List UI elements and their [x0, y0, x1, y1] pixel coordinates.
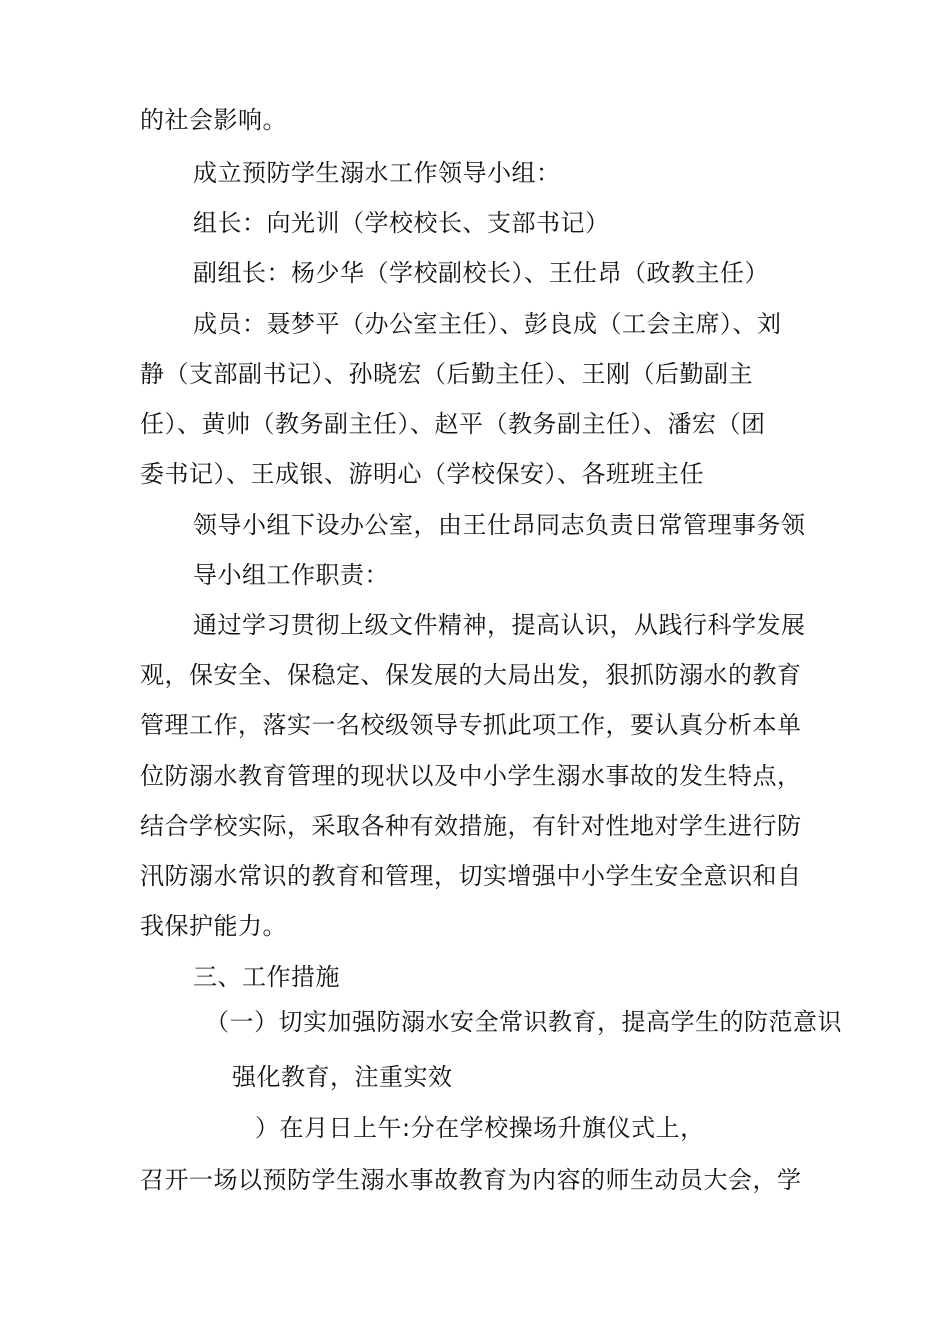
- text-line: 委书记）、王成银、游明心（学校保安）、各班班主任: [140, 460, 704, 488]
- text-line: 领导小组下设办公室，由王仕昂同志负责日常管理事务领: [193, 511, 806, 539]
- text-line: 静（支部副书记）、孙晓宏（后勤主任）、王刚（后勤副主: [140, 360, 753, 388]
- text-line: 的社会影响。: [140, 106, 287, 134]
- text-line: 强化教育，注重实效: [232, 1063, 453, 1091]
- text-line: 导小组工作职责：: [193, 561, 389, 589]
- text-line: 管理工作，落实一名校级领导专抓此项工作，要认真分析本单: [140, 711, 802, 739]
- text-line: 副组长：杨少华（学校副校长）、王仕昂（政教主任）: [193, 259, 769, 287]
- text-line: 召开一场以预防学生溺水事故教育为内容的师生动员大会，学: [140, 1166, 802, 1194]
- text-line: 我保护能力。: [140, 912, 287, 940]
- text-line: 通过学习贯彻上级文件精神，提高认识，从践行科学发展: [193, 611, 806, 639]
- text-line: 结合学校实际，采取各种有效措施，有针对性地对学生进行防: [140, 812, 802, 840]
- text-line: 任）、黄帅（教务副主任）、赵平（教务副主任）、潘宏（团: [140, 410, 766, 438]
- text-line: 观，保安全、保稳定、保发展的大局出发，狠抓防溺水的教育: [140, 661, 802, 689]
- text-line: ）在月日上午:分在学校操场升旗仪式上，: [255, 1114, 705, 1142]
- text-line: 成立预防学生溺水工作领导小组：: [193, 159, 561, 187]
- section-heading: 三、工作措施: [193, 963, 340, 991]
- text-line: 位防溺水教育管理的现状以及中小学生溺水事故的发生特点，: [140, 762, 802, 790]
- sub-heading: （一）切实加强防溺水安全常识教育，提高学生的防范意识: [205, 1008, 842, 1036]
- text-line: 组长：向光训（学校校长、支部书记）: [193, 209, 610, 237]
- text-line: 汛防溺水常识的教育和管理，切实增强中小学生安全意识和自: [140, 862, 802, 890]
- text-line: 成员：聂梦平（办公室主任）、彭良成（工会主席）、刘: [193, 310, 782, 338]
